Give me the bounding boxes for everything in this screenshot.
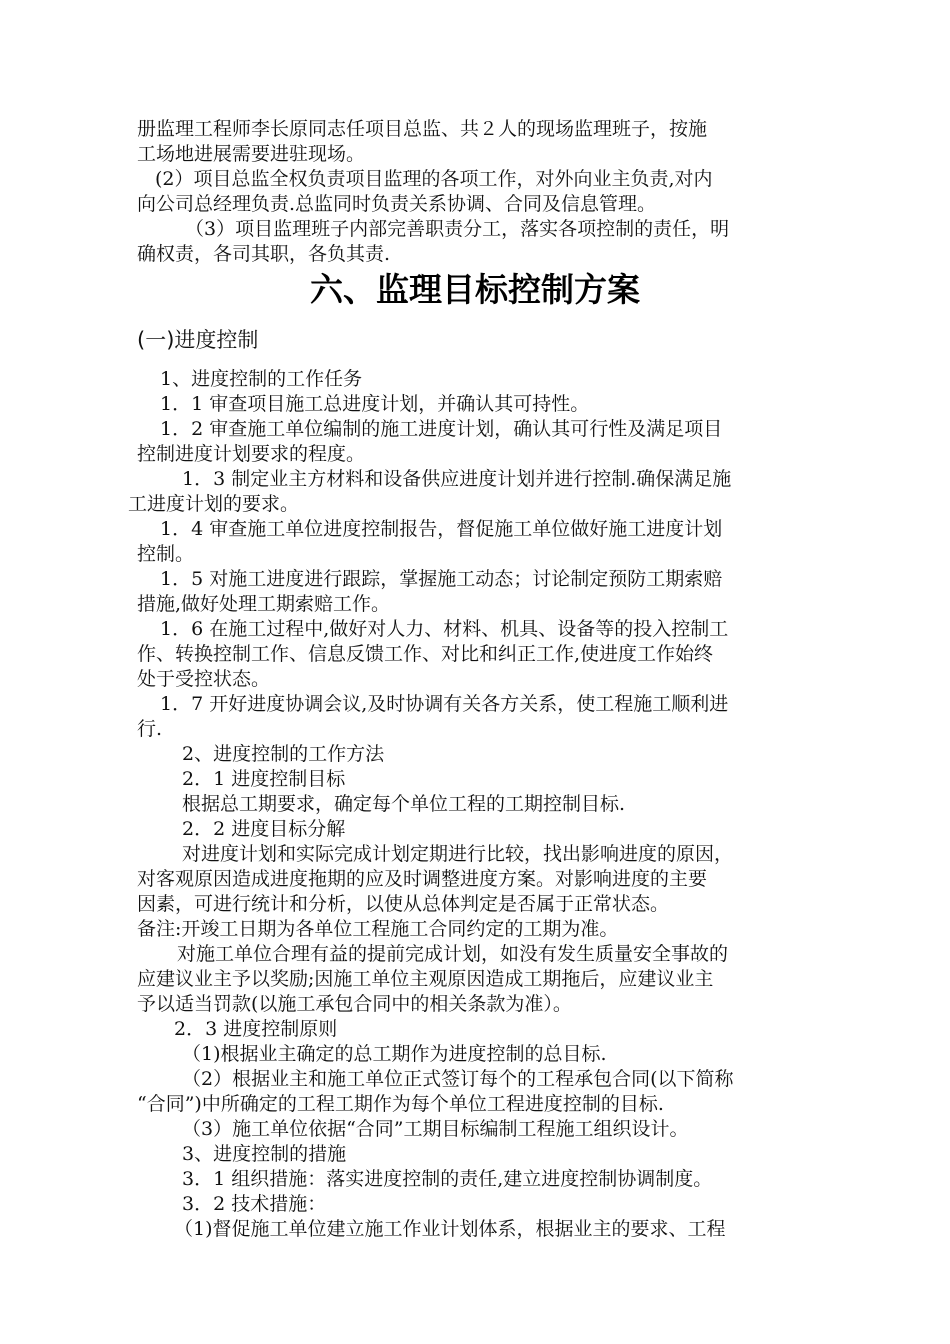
text-line: 控制进度计划要求的程度。 [137, 443, 366, 465]
text-line: 工场地进展需要进驻现场。 [137, 143, 366, 165]
text-line: 行. [137, 718, 163, 740]
text-line: 1．3 制定业主方材料和设备供应进度计划并进行控制.确保满足施 [182, 468, 732, 490]
text-line: 对进度计划和实际完成计划定期进行比较，找出影响进度的原因， [182, 843, 734, 865]
text-line: 1、进度控制的工作任务 [160, 368, 363, 390]
text-line: （1)督促施工单位建立施工作业计划体系，根据业主的要求、工程 [174, 1218, 726, 1240]
text-line: （3）项目监理班子内部完善职责分工，落实各项控制的责任，明 [185, 218, 730, 240]
text-line: 3．1 组织措施：落实进度控制的责任,建立进度控制协调制度。 [182, 1168, 713, 1190]
text-line: 处于受控状态。 [137, 668, 271, 690]
text-line: 向公司总经理负责.总监同时负责关系协调、合同及信息管理。 [137, 193, 657, 215]
text-line: 1．1 审查项目施工总进度计划，并确认其可持性。 [160, 393, 590, 415]
text-line: 作、转换控制工作、信息反馈工作、对比和纠正工作,使进度工作始终 [137, 643, 714, 665]
text-line: 1．5 对施工进度进行跟踪，掌握施工动态；讨论制定预防工期索赔 [160, 568, 723, 590]
text-line: （1)根据业主确定的总工期作为进度控制的总目标. [182, 1043, 607, 1065]
text-line: 予以适当罚款(以施工承包合同中的相关条款为准）。 [137, 993, 572, 1015]
text-line: 因素，可进行统计和分析，以使从总体判定是否属于正常状态。 [137, 893, 670, 915]
section-title: 六、监理目标控制方案 [310, 270, 640, 309]
text-line: 3．2 技术措施： [182, 1193, 327, 1215]
text-line: 对施工单位合理有益的提前完成计划，如没有发生质量安全事故的 [177, 943, 729, 965]
text-line: 工进度计划的要求。 [128, 493, 300, 515]
text-line: 对客观原因造成进度拖期的应及时调整进度方案。对影响进度的主要 [137, 868, 708, 890]
text-line: 2．1 进度控制目标 [182, 768, 346, 790]
text-line: (2）项目总监全权负责项目监理的各项工作，对外向业主负责,对内 [155, 168, 713, 190]
text-line: 1．7 开好进度协调会议,及时协调有关各方关系，使工程施工顺利进 [160, 693, 729, 715]
text-line: “合同”)中所确定的工程工期作为每个单位工程进度控制的目标. [137, 1093, 664, 1115]
text-line: 2、进度控制的工作方法 [182, 743, 385, 765]
text-line: 措施,做好处理工期索赔工作。 [137, 593, 391, 615]
text-line: 3、进度控制的措施 [182, 1143, 347, 1165]
text-line: 备注:开竣工日期为各单位工程施工合同约定的工期为准。 [137, 918, 619, 940]
text-line: 1．6 在施工过程中,做好对人力、材料、机具、设备等的投入控制工 [160, 618, 729, 640]
text-line: 1．4 审查施工单位进度控制报告，督促施工单位做好施工进度计划 [160, 518, 723, 540]
subsection-title: (一)进度控制 [137, 328, 259, 352]
text-line: （2）根据业主和施工单位正式签订每个的工程承包合同(以下简称 [182, 1068, 734, 1090]
text-line: （3）施工单位依据“合同”工期目标编制工程施工组织设计。 [182, 1118, 689, 1140]
text-line: 确权责，各司其职，各负其责. [137, 243, 391, 265]
text-line: 2．2 进度目标分解 [182, 818, 346, 840]
text-line: 册监理工程师李长原同志任项目总监、共２人的现场监理班子，按施 [137, 118, 708, 140]
text-line: 根据总工期要求，确定每个单位工程的工期控制目标. [182, 793, 626, 815]
text-line: 2．3 进度控制原则 [174, 1018, 338, 1040]
text-line: 1．2 审查施工单位编制的施工进度计划，确认其可行性及满足项目 [160, 418, 723, 440]
text-line: 应建议业主予以奖励;因施工单位主观原因造成工期拖后，应建议业主 [137, 968, 714, 990]
text-line: 控制。 [137, 543, 195, 565]
